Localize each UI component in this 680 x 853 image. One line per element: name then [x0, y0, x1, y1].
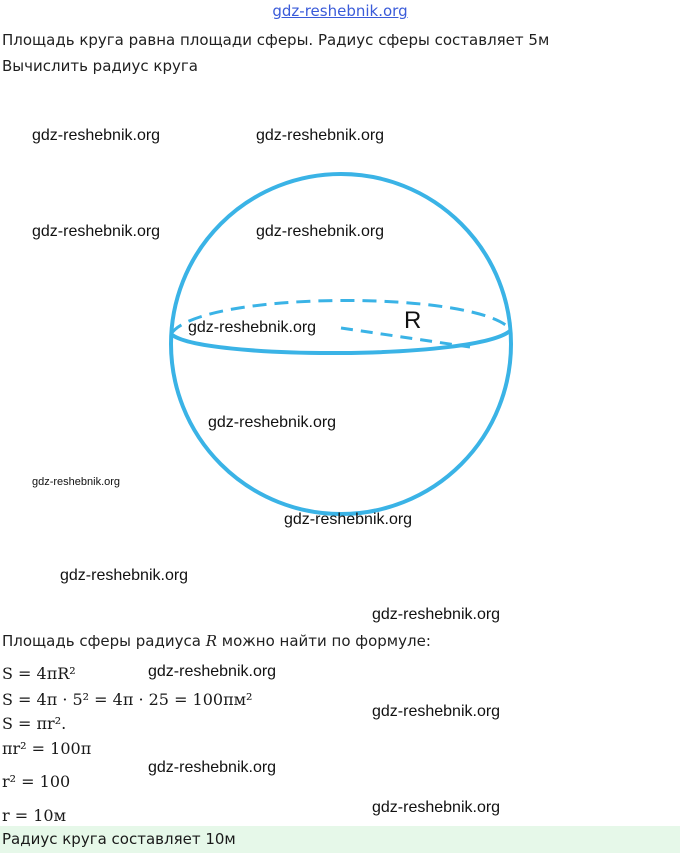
answer-text: Радиус круга составляет 10м — [2, 830, 236, 848]
solution-intro-var: R — [205, 632, 217, 650]
radius-label: R — [404, 307, 422, 334]
task-line-1: Площадь круга равна площади сферы. Радиус сферы составляет 5м — [2, 31, 550, 49]
solution-intro-suffix: можно найти по формуле: — [217, 632, 431, 650]
answer-box — [0, 826, 680, 853]
watermark: gdz-reshebnik.org — [372, 703, 501, 720]
watermark: gdz-reshebnik.org — [32, 127, 161, 144]
watermark: gdz-reshebnik.org — [60, 567, 189, 584]
formula-2: S = 4π · 5² = 4π · 25 = 100πм² — [2, 690, 253, 709]
watermark: gdz-reshebnik.org — [32, 476, 121, 488]
watermark: gdz-reshebnik.org — [148, 759, 277, 776]
watermark: gdz-reshebnik.org — [148, 663, 277, 680]
watermark: gdz-reshebnik.org — [256, 127, 385, 144]
solution-intro — [2, 632, 431, 650]
watermark: gdz-reshebnik.org — [208, 414, 337, 431]
watermark: gdz-reshebnik.org — [284, 511, 413, 528]
formula-4: πr² = 100π — [2, 739, 92, 758]
watermark: gdz-reshebnik.org — [372, 799, 501, 816]
formula-5: r² = 100 — [2, 772, 71, 791]
solution-intro-prefix: Площадь сферы радиуса — [2, 632, 206, 650]
watermark: gdz-reshebnik.org — [32, 223, 161, 240]
formula-1: S = 4πR² — [2, 664, 76, 683]
formula-6: r = 10м — [2, 806, 67, 825]
formula-3: S = πr². — [2, 714, 67, 733]
watermark: gdz-reshebnik.org — [372, 606, 501, 623]
task-line-2: Вычислить радиус круга — [2, 57, 198, 75]
watermark: gdz-reshebnik.org — [256, 223, 385, 240]
watermark: gdz-reshebnik.org — [188, 319, 317, 336]
header-watermark[interactable]: gdz-reshebnik.org — [272, 2, 408, 20]
